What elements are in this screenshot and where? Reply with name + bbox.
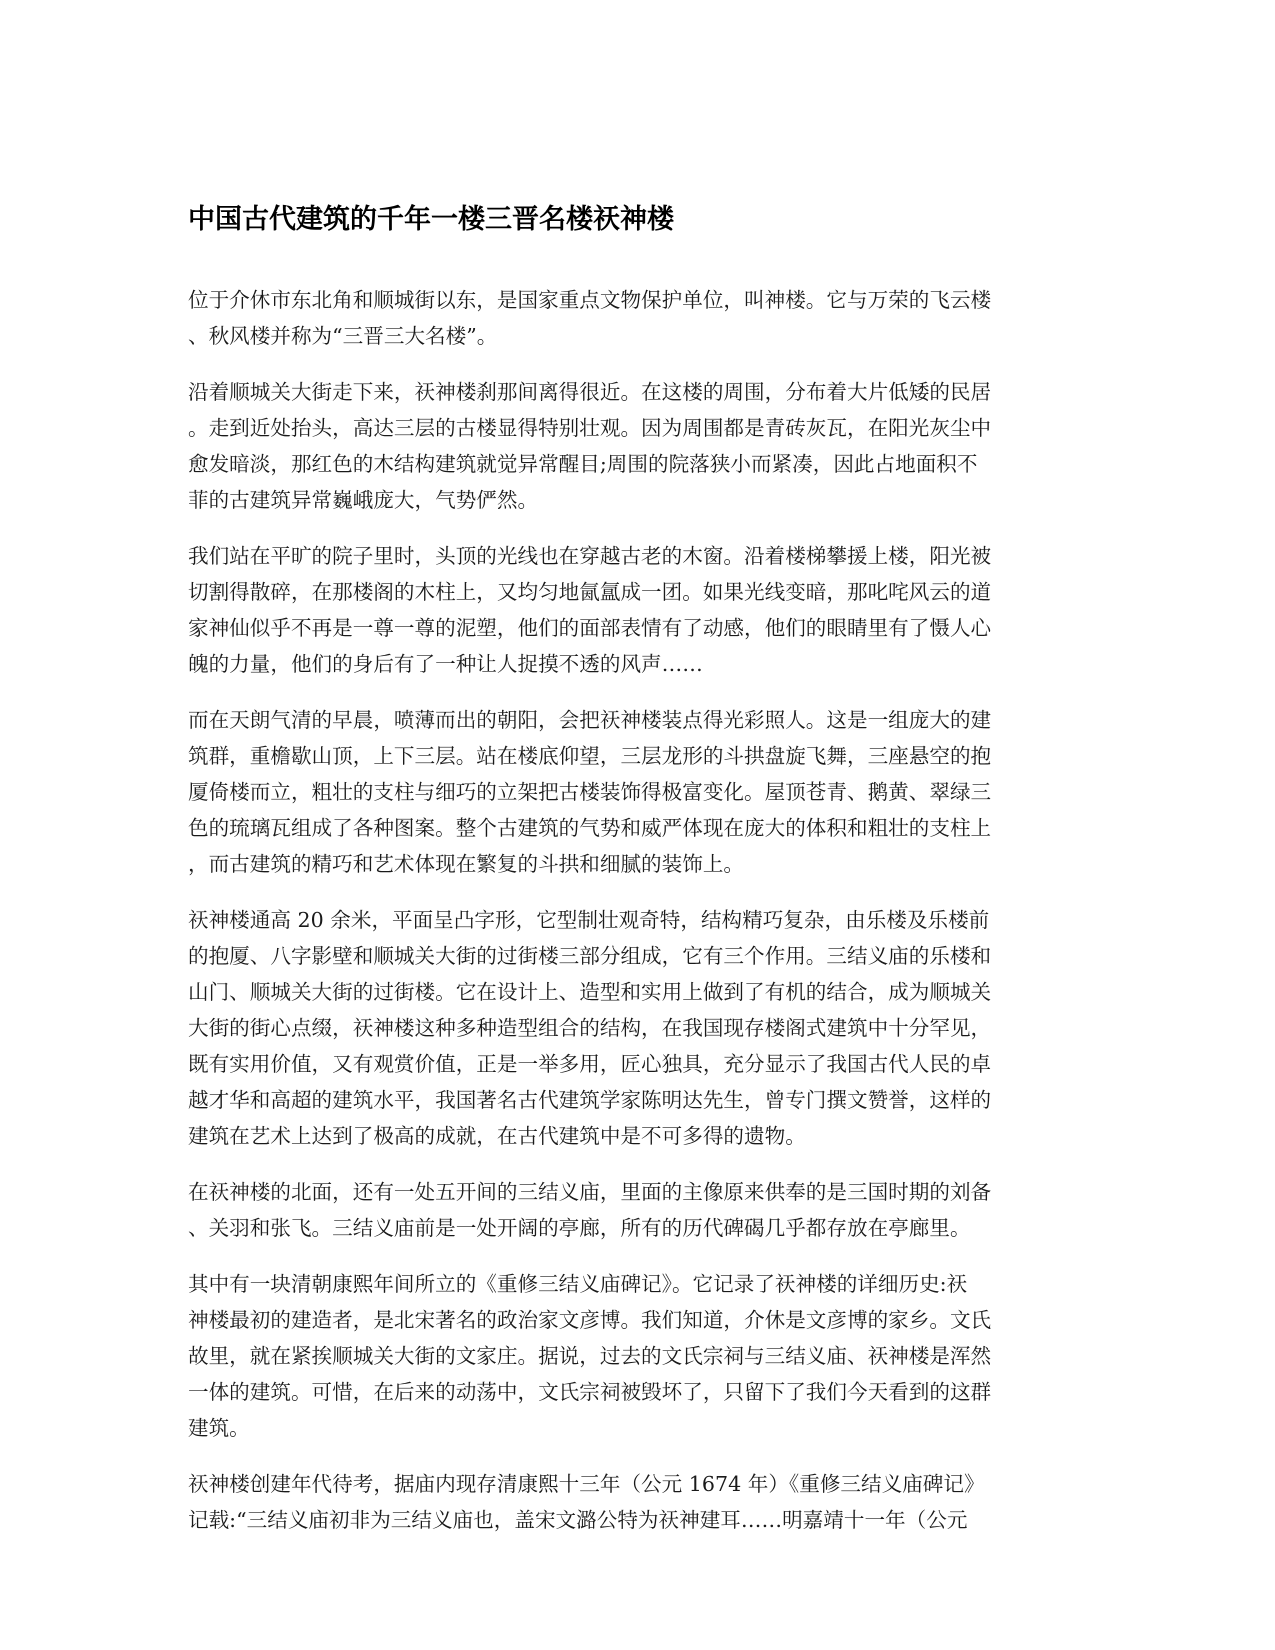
paragraph-line: 家神仙似乎不再是一尊一尊的泥塑，他们的面部表情有了动感，他们的眼睛里有了慑人心 (188, 616, 992, 640)
paragraph (188, 1266, 1088, 1446)
paragraph-line: 神楼最初的建造者，是北宋著名的政治家文彦博。我们知道，介休是文彦博的家乡。文氏 (188, 1308, 992, 1332)
paragraph-line: 、关羽和张飞。三结义庙前是一处开阔的亭廊，所有的历代碑碣几乎都存放在亭廊里。 (188, 1216, 971, 1240)
paragraph-line: 大街的街心点缀，祆神楼这种多种造型组合的结构，在我国现存楼阁式建筑中十分罕见， (188, 1016, 992, 1040)
paragraph-line: 山门、顺城关大街的过街楼。它在设计上、造型和实用上做到了有机的结合，成为顺城关 (188, 980, 992, 1004)
paragraph-line: 在祆神楼的北面，还有一处五开间的三结义庙，里面的主像原来供奉的是三国时期的刘备 (188, 1180, 992, 1204)
paragraph-line: 厦倚楼而立，粗壮的支柱与细巧的立架把古楼装饰得极富变化。屋顶苍青、鹅黄、翠绿三 (188, 780, 992, 804)
paragraph-line: 建筑。 (188, 1416, 250, 1440)
paragraph (188, 374, 1088, 518)
paragraph-line: ，而古建筑的精巧和艺术体现在繁复的斗拱和细腻的装饰上。 (188, 852, 745, 876)
paragraph (188, 1174, 1088, 1246)
paragraph-line: 我们站在平旷的院子里时，头顶的光线也在穿越古老的木窗。沿着楼梯攀援上楼，阳光被 (188, 544, 992, 568)
document-title: 中国古代建筑的千年一楼三晋名楼祆神楼 (188, 204, 674, 235)
paragraph-line: 筑群，重檐歇山顶，上下三层。站在楼底仰望，三层龙形的斗拱盘旋飞舞，三座悬空的抱 (188, 744, 992, 768)
paragraph (188, 538, 1088, 682)
paragraph-line: 祆神楼创建年代待考，据庙内现存清康熙十三年（公元 1674 年）《重修三结义庙碑记》 (188, 1472, 985, 1496)
paragraph-line: 菲的古建筑异常巍峨庞大，气势俨然。 (188, 488, 539, 512)
paragraph-line: 建筑在艺术上达到了极高的成就，在古代建筑中是不可多得的遗物。 (188, 1124, 806, 1148)
paragraph-line: 记载:“三结义庙初非为三结义庙也，盖宋文潞公特为祆神建耳……明嘉靖十一年（公元 (188, 1508, 968, 1532)
paragraph-line: 的抱厦、八字影壁和顺城关大街的过街楼三部分组成，它有三个作用。三结义庙的乐楼和 (188, 944, 992, 968)
document-body (188, 282, 1088, 1558)
paragraph-line: 一体的建筑。可惜，在后来的动荡中，文氏宗祠被毁坏了，只留下了我们今天看到的这群 (188, 1380, 992, 1404)
paragraph-line: 故里，就在紧挨顺城关大街的文家庄。据说，过去的文氏宗祠与三结义庙、祆神楼是浑然 (188, 1344, 992, 1368)
paragraph-line: 位于介休市东北角和顺城街以东，是国家重点文物保护单位，叫神楼。它与万荣的飞云楼 (188, 288, 992, 312)
paragraph (188, 282, 1088, 354)
paragraph (188, 702, 1088, 882)
paragraph-line: 切割得散碎，在那楼阁的木柱上，又均匀地氤氲成一团。如果光线变暗，那叱咤风云的道 (188, 580, 992, 604)
paragraph-line: 愈发暗淡，那红色的木结构建筑就觉异常醒目;周围的院落狭小而紧凑，因此占地面积不 (188, 452, 978, 476)
paragraph-line: 、秋风楼并称为“三晋三大名楼”。 (188, 324, 498, 348)
paragraph-line: 而在天朗气清的早晨，喷薄而出的朝阳，会把祆神楼装点得光彩照人。这是一组庞大的建 (188, 708, 992, 732)
paragraph-line: 祆神楼通高 20 余米，平面呈凸字形，它型制壮观奇特，结构精巧复杂，由乐楼及乐楼前 (188, 908, 990, 932)
paragraph (188, 902, 1088, 1154)
paragraph-line: 。走到近处抬头，高达三层的古楼显得特别壮观。因为周围都是青砖灰瓦，在阳光灰尘中 (188, 416, 992, 440)
paragraph-line: 其中有一块清朝康熙年间所立的《重修三结义庙碑记》。它记录了祆神楼的详细历史:祆 (188, 1272, 968, 1296)
paragraph-line: 沿着顺城关大街走下来，祆神楼刹那间离得很近。在这楼的周围，分布着大片低矮的民居 (188, 380, 992, 404)
paragraph-line: 魄的力量，他们的身后有了一种让人捉摸不透的风声…… (188, 652, 703, 676)
paragraph-line: 色的琉璃瓦组成了各种图案。整个古建筑的气势和威严体现在庞大的体积和粗壮的支柱上 (188, 816, 992, 840)
paragraph-line: 越才华和高超的建筑水平，我国著名古代建筑学家陈明达先生，曾专门撰文赞誉，这样的 (188, 1088, 992, 1112)
paragraph-line: 既有实用价值，又有观赏价值，正是一举多用，匠心独具，充分显示了我国古代人民的卓 (188, 1052, 992, 1076)
paragraph (188, 1466, 1088, 1538)
